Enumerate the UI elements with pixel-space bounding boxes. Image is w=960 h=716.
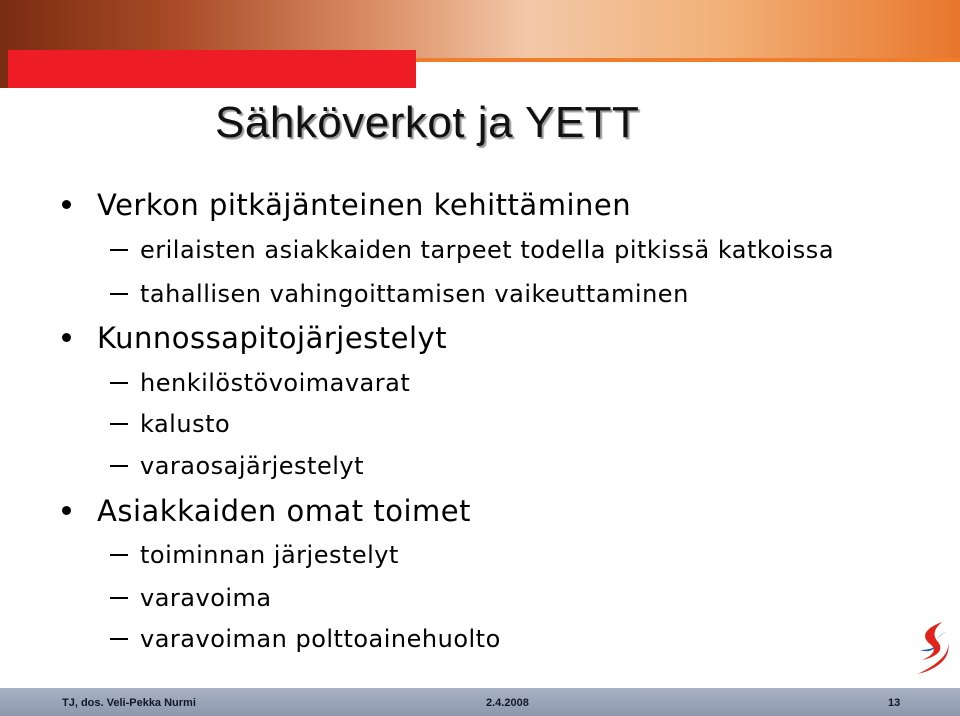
bullet-text: Kunnossapitojärjestelyt <box>97 321 448 355</box>
dash-icon <box>110 638 128 640</box>
footer-page-number: 13 <box>888 697 901 709</box>
sub-item <box>110 625 501 653</box>
footer-date: 2.4.2008 <box>486 697 529 709</box>
footer-author: TJ, dos. Veli-Pekka Nurmi <box>62 697 196 709</box>
sub-item-text: tahallisen vahingoittamisen vaikeuttaminen <box>140 280 689 308</box>
top-banner-orange-line <box>416 58 960 62</box>
slide-title: Sähköverkot ja YETT <box>215 98 640 147</box>
sub-item <box>110 541 399 569</box>
dash-icon <box>110 465 128 467</box>
sub-item <box>110 584 272 612</box>
dash-icon <box>110 293 128 295</box>
top-banner-edge <box>0 0 8 88</box>
dash-icon <box>110 554 128 556</box>
top-banner-red-bar <box>8 50 416 88</box>
sub-item <box>110 452 364 480</box>
swoosh-logo-icon <box>912 620 952 676</box>
sub-item-text: varavoiman polttoainehuolto <box>140 625 501 653</box>
sub-item-text: henkilöstövoimavarat <box>140 369 411 397</box>
bullet-dot-icon <box>62 506 71 515</box>
bullet-item <box>62 188 631 222</box>
dash-icon <box>110 249 128 251</box>
bullet-item <box>62 321 447 355</box>
sub-item-text: erilaisten asiakkaiden tarpeet todella pitkissä katkoissa <box>140 236 835 264</box>
bullet-text: Verkon pitkäjänteinen kehittäminen <box>97 188 632 222</box>
sub-item-text: varaosajärjestelyt <box>140 452 365 480</box>
sub-item <box>110 410 230 438</box>
dash-icon <box>110 423 128 425</box>
bullet-dot-icon <box>62 333 71 342</box>
dash-icon <box>110 382 128 384</box>
sub-item <box>110 236 834 264</box>
bullet-dot-icon <box>62 200 71 209</box>
dash-icon <box>110 597 128 599</box>
bullet-text: Asiakkaiden omat toimet <box>97 494 472 528</box>
bullet-item <box>62 494 471 528</box>
sub-item <box>110 369 410 397</box>
sub-item-text: varavoima <box>140 584 272 612</box>
sub-item-text: toiminnan järjestelyt <box>140 541 399 569</box>
slide-footer <box>0 688 960 716</box>
sub-item <box>110 280 689 308</box>
sub-item-text: kalusto <box>140 410 231 438</box>
